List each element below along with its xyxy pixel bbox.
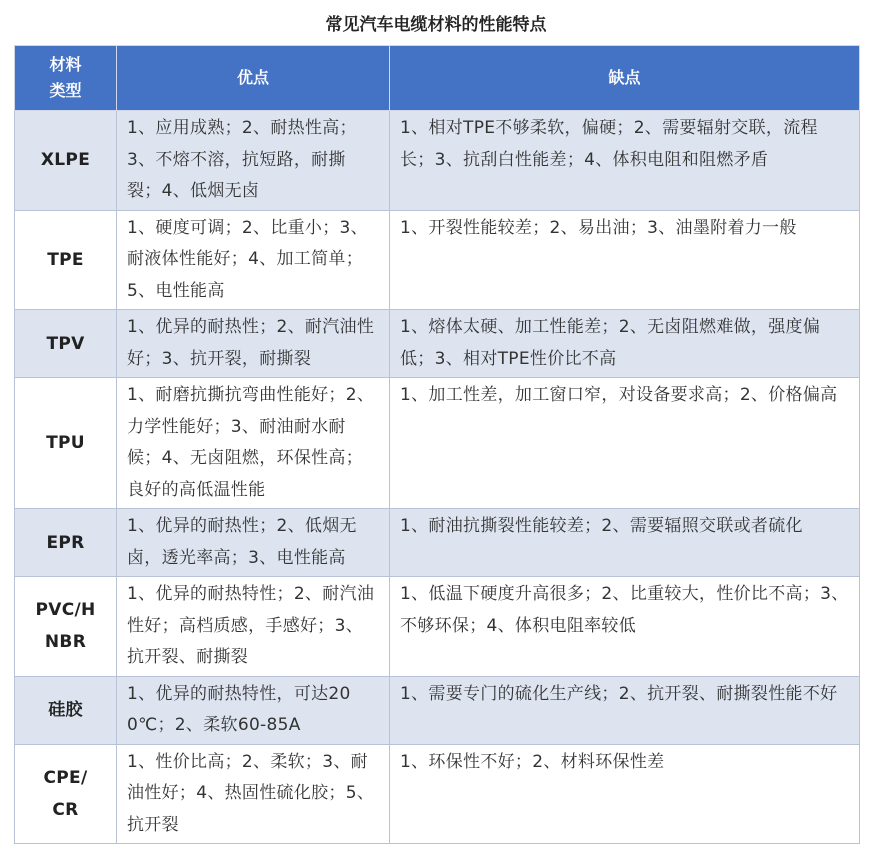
pros-cell: 1、性价比高；2、柔软；3、耐油性好；4、热固性硫化胶；5、抗开裂 bbox=[117, 744, 390, 844]
cons-cell: 1、需要专门的硫化生产线；2、抗开裂、耐撕裂性能不好 bbox=[390, 676, 860, 744]
pros-cell: 1、优异的耐热特性；2、耐汽油性好；高档质感，手感好；3、抗开裂、耐撕裂 bbox=[117, 577, 390, 677]
table-row bbox=[15, 509, 860, 577]
table-row bbox=[15, 744, 860, 844]
table-row bbox=[15, 310, 860, 378]
table-row bbox=[15, 210, 860, 310]
header-material bbox=[15, 46, 117, 111]
pros-cell: 1、硬度可调；2、比重小；3、耐液体性能好；4、加工简单；5、电性能高 bbox=[117, 210, 390, 310]
cons-cell: 1、低温下硬度升高很多；2、比重较大，性价比不高；3、不够环保；4、体积电阻率较低 bbox=[390, 577, 860, 677]
table-row bbox=[15, 111, 860, 211]
pros-cell: 1、优异的耐热性；2、低烟无卤，透光率高；3、电性能高 bbox=[117, 509, 390, 577]
table-header-row bbox=[15, 46, 860, 111]
material-cell: TPU bbox=[15, 378, 117, 509]
header-cons: 缺点 bbox=[390, 46, 860, 111]
pros-cell: 1、优异的耐热性；2、耐汽油性好；3、抗开裂，耐撕裂 bbox=[117, 310, 390, 378]
cons-cell: 1、耐油抗撕裂性能较差；2、需要辐照交联或者硫化 bbox=[390, 509, 860, 577]
material-cell: 硅胶 bbox=[15, 676, 117, 744]
table-row bbox=[15, 577, 860, 677]
material-cell: CPE/CR bbox=[15, 744, 117, 844]
cons-cell: 1、环保性不好；2、材料环保性差 bbox=[390, 744, 860, 844]
table-row bbox=[15, 676, 860, 744]
cons-cell: 1、加工性差，加工窗口窄，对设备要求高；2、价格偏高 bbox=[390, 378, 860, 509]
cons-cell: 1、熔体太硬、加工性能差；2、无卤阻燃难做，强度偏低；3、相对TPE性价比不高 bbox=[390, 310, 860, 378]
pros-cell: 1、应用成熟；2、耐热性高；3、不熔不溶，抗短路，耐撕裂；4、低烟无卤 bbox=[117, 111, 390, 211]
header-material-label: 材料类型 bbox=[49, 55, 82, 100]
cons-cell: 1、相对TPE不够柔软，偏硬；2、需要辐射交联，流程长；3、抗刮白性能差；4、体积电阻和阻燃矛盾 bbox=[390, 111, 860, 211]
material-cell: TPV bbox=[15, 310, 117, 378]
material-cell: PVC/HNBR bbox=[15, 577, 117, 677]
materials-table bbox=[14, 45, 860, 844]
material-cell: EPR bbox=[15, 509, 117, 577]
pros-cell: 1、耐磨抗撕抗弯曲性能好；2、力学性能好；3、耐油耐水耐候；4、无卤阻燃，环保性高；良好的高低温性能 bbox=[117, 378, 390, 509]
material-cell: XLPE bbox=[15, 111, 117, 211]
pros-cell: 1、优异的耐热特性，可达200℃；2、柔软60-85A bbox=[117, 676, 390, 744]
table-row bbox=[15, 378, 860, 509]
header-pros: 优点 bbox=[117, 46, 390, 111]
material-cell: TPE bbox=[15, 210, 117, 310]
page-title: 常见汽车电缆材料的性能特点 bbox=[325, 14, 547, 35]
cons-cell: 1、开裂性能较差；2、易出油；3、油墨附着力一般 bbox=[390, 210, 860, 310]
